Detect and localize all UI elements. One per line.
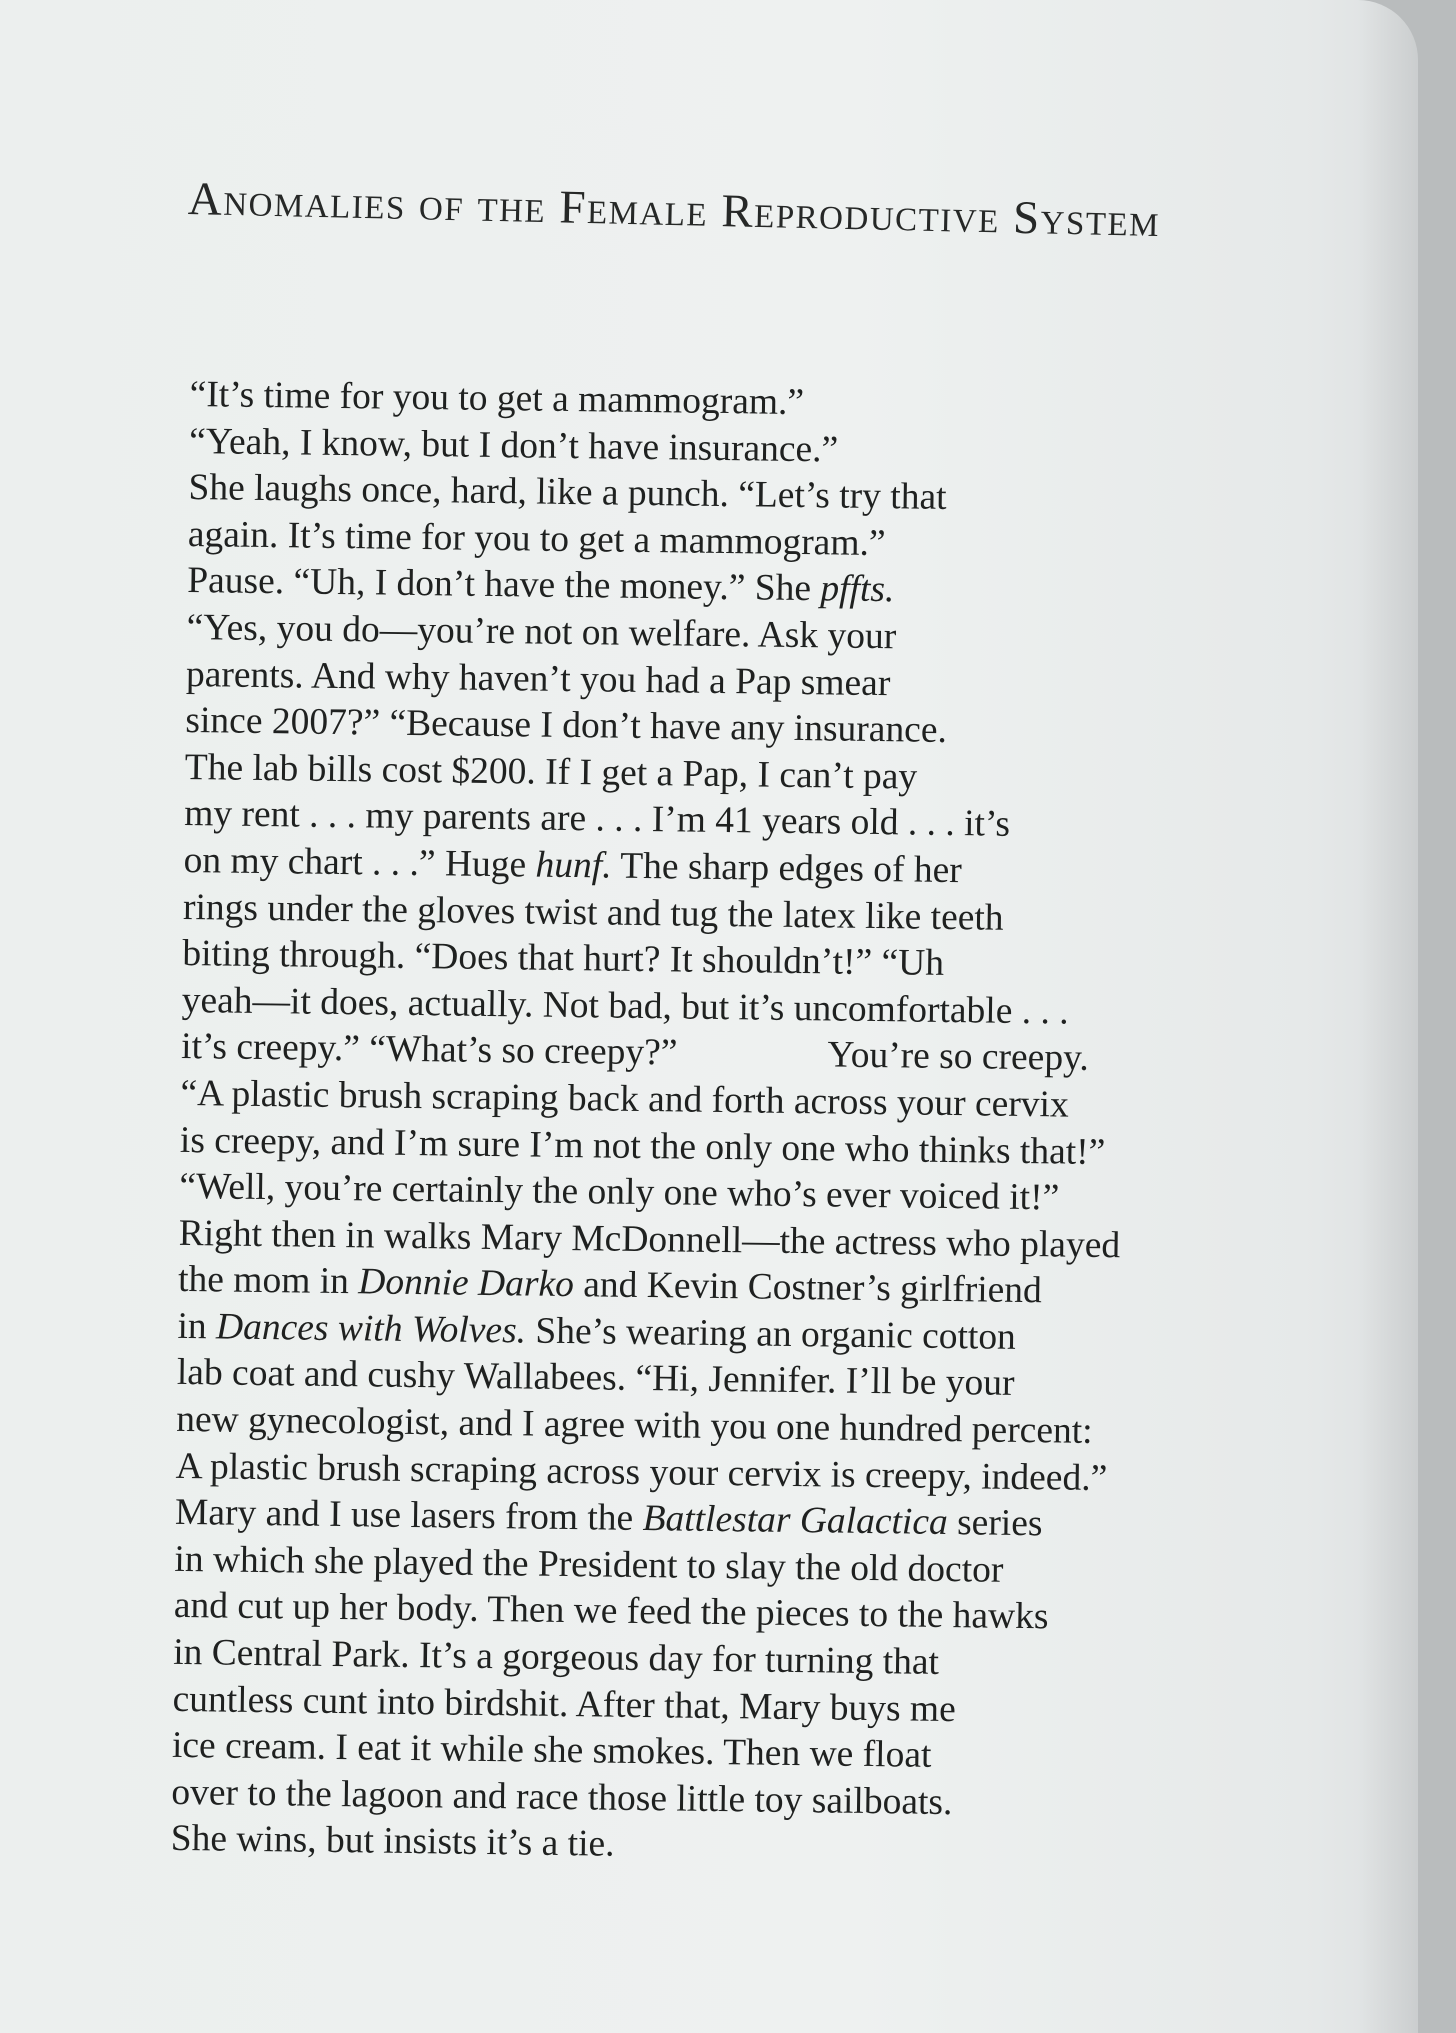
text-segment: again. It’s time for you to get a mammogram.” xyxy=(187,513,886,564)
text-segment: cuntless cunt into birdshit. After that, Mary buys me xyxy=(172,1678,957,1730)
italic-text: Battlestar Galactica xyxy=(642,1498,949,1544)
text-segment: “A plastic brush scraping back and forth across your cervix xyxy=(180,1072,1070,1126)
text-segment: new gynecologist, and I agree with you one hundred percent: xyxy=(176,1398,1093,1452)
text-segment: “Yes, you do—you’re not on welfare. Ask your xyxy=(186,606,897,658)
text-segment: series xyxy=(947,1502,1043,1545)
italic-text: hunf. xyxy=(535,844,612,887)
text-segment: my rent . . . my parents are . . . I’m 41 years old . . . it’s xyxy=(183,793,1011,846)
text-segment: and Kevin Costner’s girlfriend xyxy=(573,1264,1043,1312)
text-segment: over to the lagoon and race those little toy sailboats. xyxy=(171,1771,953,1823)
text-segment: since 2007?” “Because I don’t have any insurance. xyxy=(185,700,948,752)
text-segment: in which she played the President to slay the old doctor xyxy=(174,1538,1004,1591)
text-segment: in Central Park. It’s a gorgeous day for turning that xyxy=(172,1631,940,1683)
italic-text: Donnie Darko xyxy=(358,1261,575,1306)
text-segment: Right then in walks Mary McDonnell—the actress who played xyxy=(178,1212,1121,1266)
text-segment: ice cream. I eat it while she smokes. Then we float xyxy=(171,1725,932,1777)
text-segment: on my chart . . .” Huge xyxy=(183,839,536,886)
text-segment: The sharp edges of her xyxy=(611,845,963,892)
text-gap xyxy=(677,1065,827,1067)
text-segment: She laughs once, hard, like a punch. “Let’s try that xyxy=(188,467,947,519)
text-segment: and cut up her body. Then we feed the pieces to the hawks xyxy=(173,1585,1049,1638)
text-segment: A plastic brush scraping across your cervix is creepy, indeed.” xyxy=(175,1445,1108,1499)
text-segment: “Yeah, I know, but I don’t have insurance.” xyxy=(188,420,839,471)
text-segment: yeah—it does, actually. Not bad, but it’s uncomfortable . . . xyxy=(181,979,1069,1033)
text-segment: Pause. “Uh, I don’t have the money.” She xyxy=(186,560,821,610)
text-segment: the mom in xyxy=(177,1259,359,1303)
text-segment: parents. And why haven’t you had a Pap smear xyxy=(185,653,891,704)
text-segment: You’re so creepy. xyxy=(827,1034,1090,1080)
text-segment: “Well, you’re certainly the only one who’s ever voiced it!” xyxy=(179,1166,1060,1219)
italic-text: Dances with Wolves. xyxy=(215,1306,527,1352)
text-segment: in xyxy=(177,1305,217,1348)
text-segment: “It’s time for you to get a mammogram.” xyxy=(189,373,805,424)
text-segment: lab coat and cushy Wallabees. “Hi, Jennifer. I’ll be your xyxy=(176,1352,1015,1405)
text-segment: it’s creepy.” “What’s so creepy?” xyxy=(180,1026,678,1074)
body-text xyxy=(170,372,1309,1878)
page-edge-shadow xyxy=(1358,0,1418,2033)
italic-text: pffts. xyxy=(820,568,895,611)
text-segment: The lab bills cost $200. If I get a Pap, I can’t pay xyxy=(184,746,918,798)
text-segment: biting through. “Does that hurt? It shouldn’t!” “Uh xyxy=(182,933,945,985)
text-segment: rings under the gloves twist and tug the latex like teeth xyxy=(182,886,1004,939)
text-segment: Mary and I use lasers from the xyxy=(174,1492,643,1540)
text-segment: She’s wearing an organic cotton xyxy=(525,1310,1017,1358)
running-head: Anomalies of the Female Reproductive System xyxy=(187,173,1161,248)
text-segment: is creepy, and I’m sure I’m not the only one who thinks that!” xyxy=(179,1119,1106,1173)
text-segment: She wins, but insists it’s a tie. xyxy=(170,1818,615,1866)
